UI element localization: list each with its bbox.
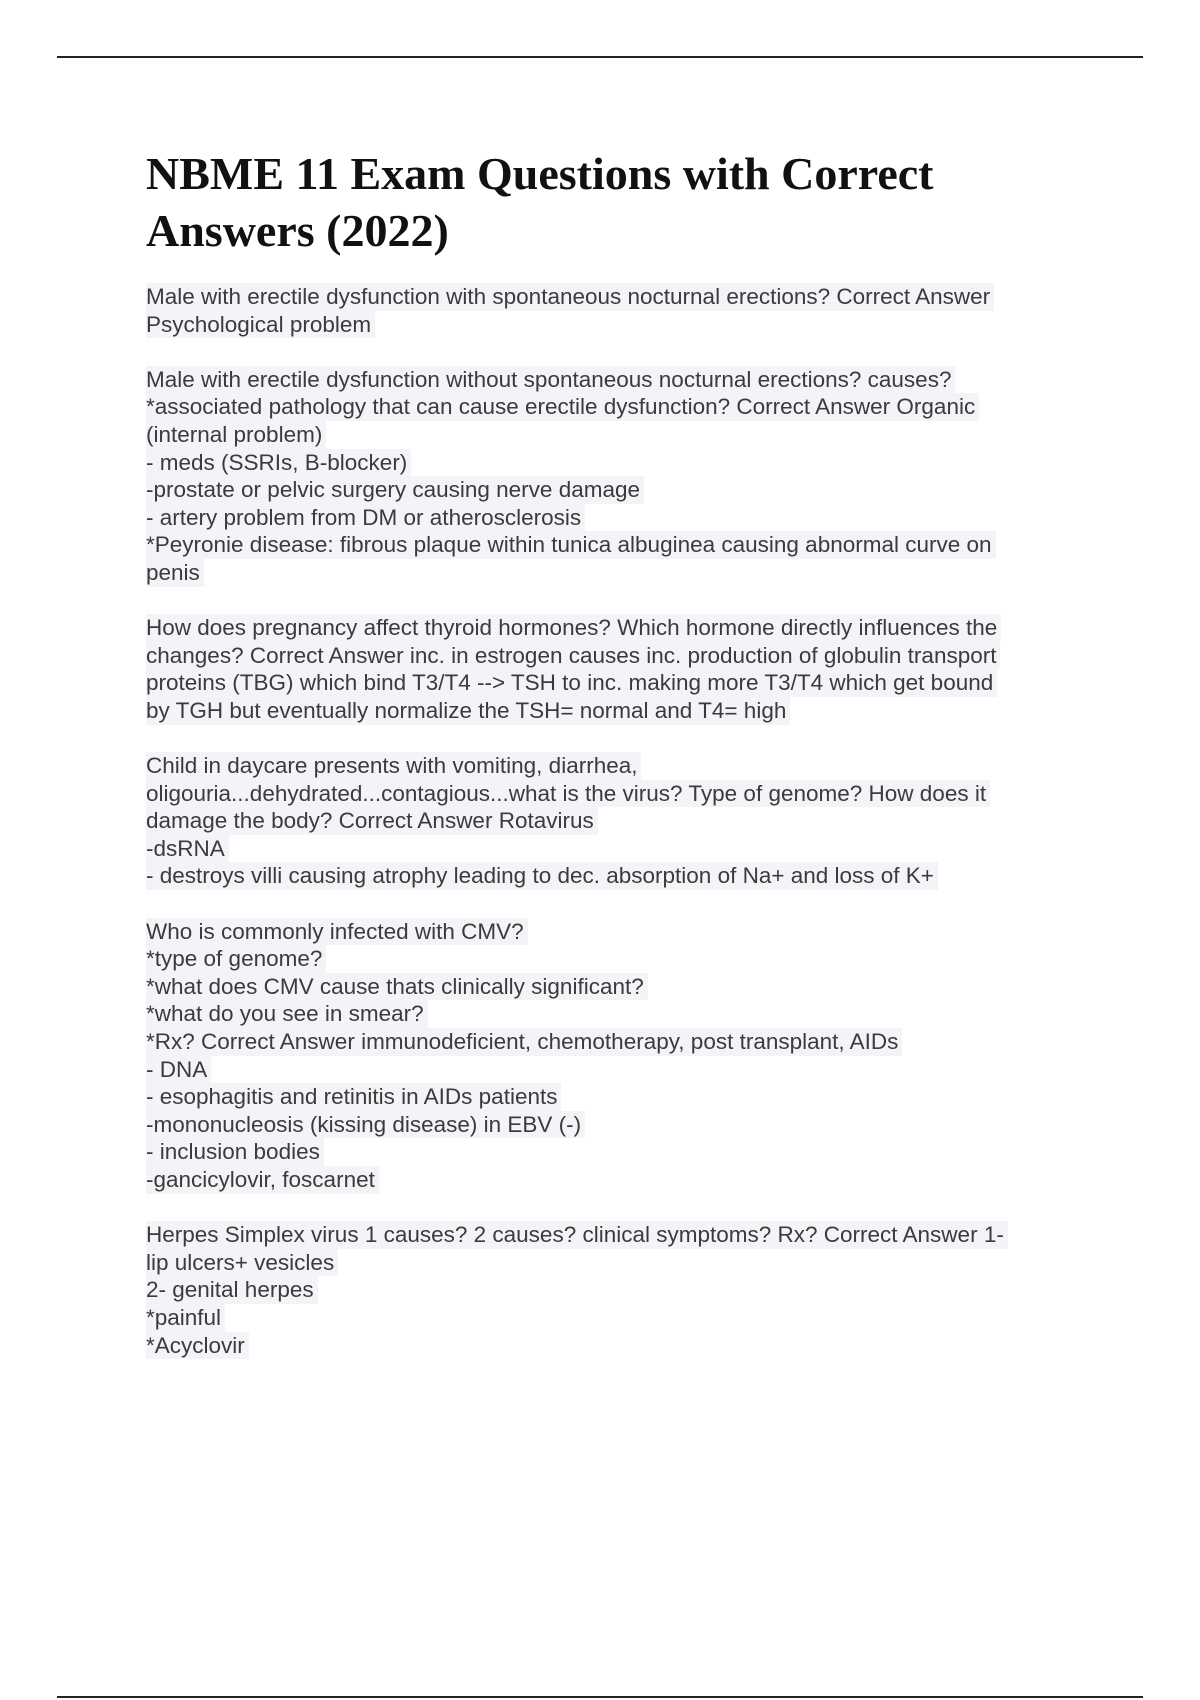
title-line: NBME 11 Exam Questions with Correct	[146, 148, 934, 199]
qa-line: Herpes Simplex virus 1 causes? 2 causes? clinical symptoms? Rx? Correct Answer 1-	[146, 1221, 1076, 1249]
qa-line: - inclusion bodies	[146, 1138, 1076, 1166]
qa-line: -dsRNA	[146, 835, 1076, 863]
qa-line: Who is commonly infected with CMV?	[146, 918, 1076, 946]
qa-block-rotavirus	[146, 752, 1076, 890]
qa-line: damage the body? Correct Answer Rotavirus	[146, 807, 1076, 835]
document-page	[146, 145, 1076, 1387]
header-rule	[57, 56, 1143, 58]
qa-line: proteins (TBG) which bind T3/T4 --> TSH to inc. making more T3/T4 which get bound	[146, 669, 1076, 697]
qa-line: Male with erectile dysfunction without spontaneous nocturnal erections? causes?	[146, 366, 1076, 394]
qa-line: How does pregnancy affect thyroid hormones? Which hormone directly influences the	[146, 614, 1076, 642]
qa-line: -gancicylovir, foscarnet	[146, 1166, 1076, 1194]
qa-line: *type of genome?	[146, 945, 1076, 973]
qa-line: *associated pathology that can cause erectile dysfunction? Correct Answer Organic	[146, 393, 1076, 421]
title-line: Answers (2022)	[146, 205, 449, 256]
qa-line: 2- genital herpes	[146, 1276, 1076, 1304]
qa-line: - esophagitis and retinitis in AIDs patients	[146, 1083, 1076, 1111]
qa-line: Child in daycare presents with vomiting, diarrhea,	[146, 752, 1076, 780]
qa-line: *Acyclovir	[146, 1332, 1076, 1360]
qa-line: Male with erectile dysfunction with spontaneous nocturnal erections? Correct Answer	[146, 283, 1076, 311]
qa-block-erectile-organic	[146, 366, 1076, 587]
qa-line: (internal problem)	[146, 421, 1076, 449]
qa-line: Psychological problem	[146, 311, 1076, 339]
qa-line: - DNA	[146, 1056, 1076, 1084]
footer-rule	[57, 1696, 1143, 1698]
qa-block-herpes-simplex	[146, 1221, 1076, 1359]
qa-line: *painful	[146, 1304, 1076, 1332]
qa-line: -prostate or pelvic surgery causing nerve damage	[146, 476, 1076, 504]
qa-line: penis	[146, 559, 1076, 587]
qa-block-pregnancy-thyroid	[146, 614, 1076, 724]
qa-line: *what does CMV cause thats clinically significant?	[146, 973, 1076, 1001]
qa-line: -mononucleosis (kissing disease) in EBV (-)	[146, 1111, 1076, 1139]
document-title	[146, 145, 1076, 259]
qa-line: - destroys villi causing atrophy leading to dec. absorption of Na+ and loss of K+	[146, 862, 1076, 890]
qa-line: - meds (SSRIs, B-blocker)	[146, 449, 1076, 477]
qa-line: *what do you see in smear?	[146, 1000, 1076, 1028]
qa-line: lip ulcers+ vesicles	[146, 1249, 1076, 1277]
qa-line: - artery problem from DM or atherosclerosis	[146, 504, 1076, 532]
qa-line: *Rx? Correct Answer immunodeficient, chemotherapy, post transplant, AIDs	[146, 1028, 1076, 1056]
qa-block-cmv	[146, 918, 1076, 1194]
qa-line: *Peyronie disease: fibrous plaque within tunica albuginea causing abnormal curve on	[146, 531, 1076, 559]
qa-line: oligouria...dehydrated...contagious...what is the virus? Type of genome? How does it	[146, 780, 1076, 808]
qa-block-erectile-nocturnal	[146, 283, 1076, 338]
qa-line: changes? Correct Answer inc. in estrogen causes inc. production of globulin transport	[146, 642, 1076, 670]
qa-line: by TGH but eventually normalize the TSH= normal and T4= high	[146, 697, 1076, 725]
